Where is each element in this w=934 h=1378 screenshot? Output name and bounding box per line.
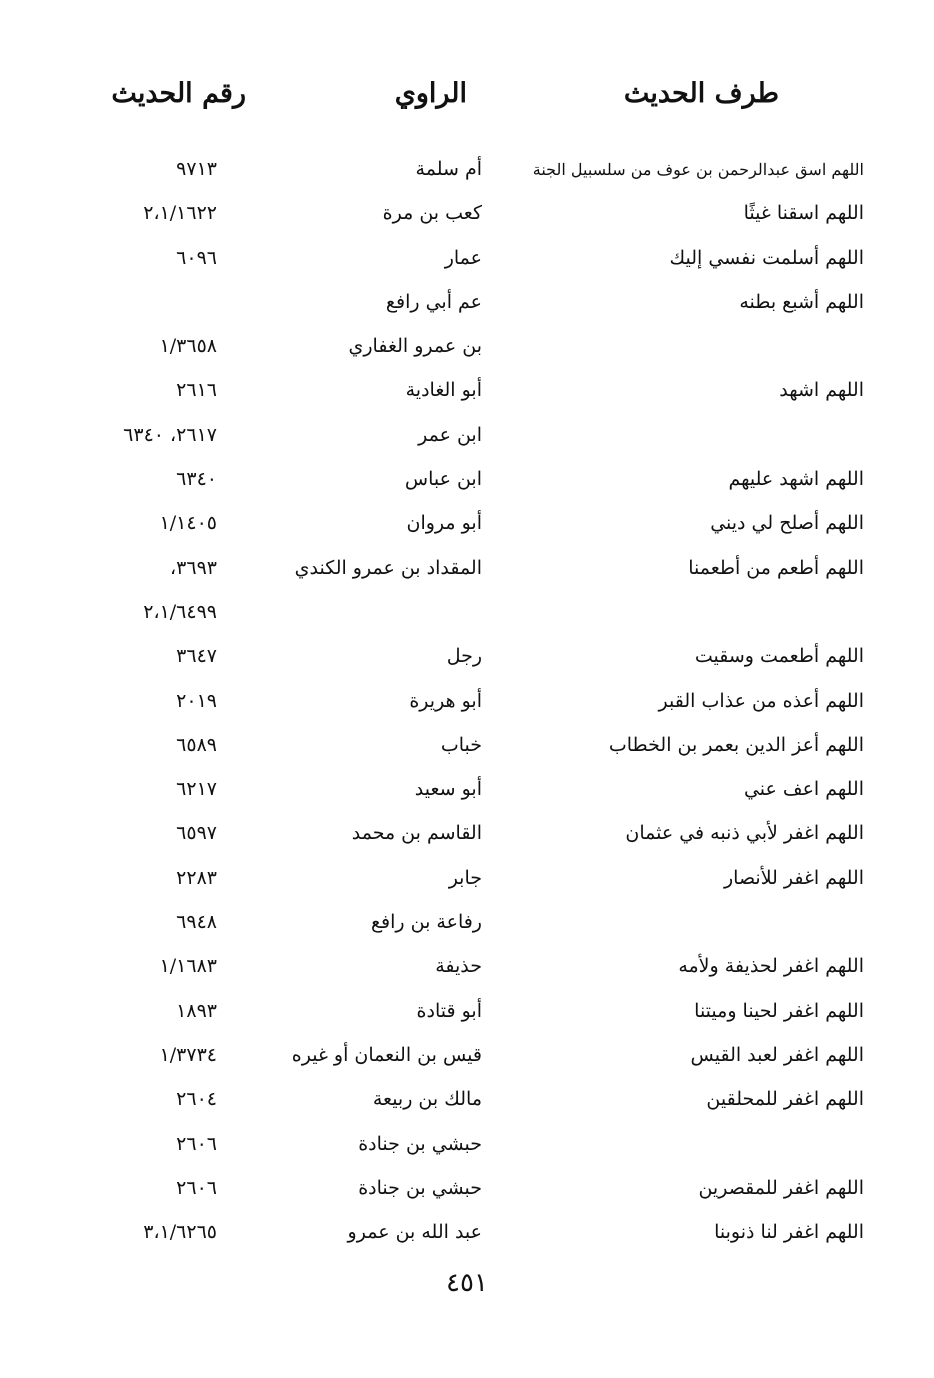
table-row [0,416,934,460]
narrator-cell: حبشي بن جنادة [358,1132,482,1155]
number-cell: ٢٦٠٤ [176,1088,217,1111]
hadith-cell: اللهم اسق عبدالرحمن بن عوف من سلسبيل الجنة [532,160,864,179]
narrator-cell: قيس بن النعمان أو غيره [291,1043,482,1066]
hadith-cell: اللهم اغفر للمقصرين [698,1176,864,1199]
number-cell: ٩٧١٣ [176,158,217,180]
table-row [0,682,934,726]
table-row [0,814,934,858]
table-row [0,504,934,548]
hadith-cell: اللهم أطعمت وسقيت [694,645,864,668]
table-row [0,1036,934,1080]
number-cell: ٦٥٩٧ [176,822,217,845]
number-cell: ٢٦٠٦ [176,1132,217,1155]
number-cell: ٢،١/٦٤٩٩ [143,600,217,623]
narrator-cell: خباب [440,733,482,756]
narrator-cell: عبد الله بن عمرو [347,1221,482,1244]
narrator-cell: رفاعة بن رافع [370,911,482,934]
hadith-cell: اللهم اغفر للمحلقين [706,1088,864,1111]
table-row [0,549,934,593]
header-hadith: طرف الحديث [623,78,779,109]
table-row [0,859,934,903]
table-row [0,903,934,947]
narrator-cell: أبو مروان [406,512,482,535]
table-row [0,460,934,504]
hadith-cell: اللهم اعف عني [743,778,864,801]
number-cell: ٦٥٨٩ [176,733,217,756]
hadith-cell: اللهم اغفر لنا ذنوبنا [714,1221,864,1244]
number-cell: ٣٦٩٣، [170,556,217,579]
narrator-cell: أم سلمة [415,158,482,180]
narrator-cell: مالك بن ربيعة [372,1088,482,1111]
number-cell: ١/١٤٠٥ [159,512,217,535]
hadith-cell: اللهم اغفر لأبي ذنبه في عثمان [625,822,864,845]
table-row [0,1125,934,1169]
narrator-cell: جابر [448,866,482,889]
table-row [0,150,934,194]
table-row [0,770,934,814]
number-cell: ٦٩٤٨ [176,911,217,934]
narrator-cell: كعب بن مرة [382,202,482,225]
table-row [0,194,934,238]
hadith-cell: اللهم أعز الدين بعمر بن الخطاب [608,733,864,756]
table-row [0,726,934,770]
narrator-cell: عم أبي رافع [385,290,482,313]
narrator-cell: المقداد بن عمرو الكندي [294,556,482,579]
table-row [0,947,934,991]
narrator-cell: رجل [446,645,482,668]
number-cell: ٦٠٩٦ [176,246,217,269]
number-cell: ٢٠١٩ [176,689,217,712]
narrator-cell: أبو سعيد [414,778,482,801]
number-cell: ٢٦١٦ [176,379,217,402]
header-number: رقم الحديث [111,78,246,109]
table-row [0,1080,934,1124]
index-table [0,150,934,1257]
table-row [0,1169,934,1213]
narrator-cell: ابن عباس [404,468,482,491]
hadith-cell: اللهم اسقنا غيثًا [743,202,864,225]
table-row [0,371,934,415]
number-cell: ٣،١/٦٢٦٥ [143,1221,217,1244]
narrator-cell: أبو هريرة [409,689,482,712]
narrator-cell: أبو قتادة [416,999,482,1022]
number-cell: ٢٦٠٦ [176,1176,217,1199]
table-row [0,327,934,371]
narrator-cell: عمار [444,246,482,269]
table-row [0,992,934,1036]
number-cell: ٢٦١٧، ٦٣٤٠ [123,423,217,446]
hadith-cell: اللهم أسلمت نفسي إليك [669,246,864,269]
narrator-cell: حذيفة [435,955,482,978]
hadith-cell: اللهم اشهد [779,379,864,402]
header-narrator: الراوي [394,78,467,109]
number-cell: ٦٣٤٠ [176,468,217,491]
number-cell: ٦٢١٧ [176,778,217,801]
table-row [0,239,934,283]
hadith-cell: اللهم اغفر لحينا وميتنا [694,999,864,1022]
hadith-cell: اللهم أشبع بطنه [739,290,864,313]
narrator-cell: أبو الغادية [405,379,482,402]
number-cell: ١/١٦٨٣ [159,955,217,978]
table-row [0,593,934,637]
narrator-cell: ابن عمر [418,423,482,446]
number-cell: ١/٣٧٣٤ [159,1043,217,1066]
number-cell: ٢،١/١٦٢٢ [143,202,217,225]
hadith-cell: اللهم أصلح لي ديني [710,512,864,535]
hadith-cell: اللهم اغفر للأنصار [723,866,864,889]
hadith-cell: اللهم أطعم من أطعمنا [688,556,864,579]
narrator-cell: بن عمرو الغفاري [348,335,482,358]
table-row [0,283,934,327]
page-number: ٤٥١ [446,1268,488,1298]
hadith-cell: اللهم اغفر لعبد القيس [690,1043,864,1066]
table-row [0,1213,934,1257]
narrator-cell: حبشي بن جنادة [358,1176,482,1199]
number-cell: ١٨٩٣ [176,999,217,1022]
number-cell: ٣٦٤٧ [176,645,217,668]
hadith-cell: اللهم أعذه من عذاب القبر [658,689,864,712]
number-cell: ٢٢٨٣ [176,866,217,889]
hadith-cell: اللهم اشهد عليهم [728,468,864,491]
hadith-cell: اللهم اغفر لحذيفة ولأمه [678,955,864,978]
table-row [0,637,934,681]
narrator-cell: القاسم بن محمد [351,822,482,845]
number-cell: ١/٣٦٥٨ [159,335,217,358]
